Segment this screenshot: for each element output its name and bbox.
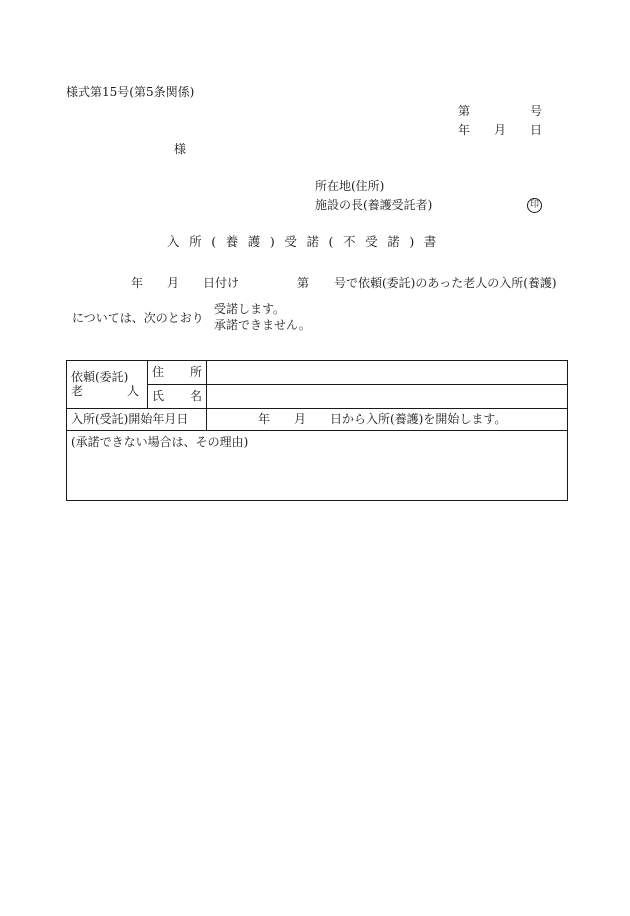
person-label-char-1: 老 <box>71 383 84 398</box>
option-accept: 受諾します。 <box>214 302 286 316</box>
address-label-cell <box>148 361 207 385</box>
reason-label: (承諾できない場合は、その理由) <box>71 435 249 449</box>
doc-number-prefix: 第 <box>458 104 471 118</box>
date-month: 月 <box>494 123 507 137</box>
body-date-year: 年 <box>131 276 144 290</box>
reason-cell[interactable] <box>67 431 568 501</box>
start-date-value-cell[interactable] <box>207 409 568 431</box>
sender-head-label: 施設の長(養護受託者) <box>315 198 433 212</box>
name-label-char-1: 氏 <box>152 388 165 403</box>
document-title: 入所(養護)受諾(不受諾)書 <box>167 234 446 249</box>
addressee-honorific: 様 <box>174 142 187 156</box>
body-date-month: 月 <box>167 276 180 290</box>
person-label-char-2: 人 <box>126 383 139 398</box>
date-day: 日 <box>530 123 543 137</box>
body-lead-text: については、次のとおり <box>72 311 204 325</box>
start-year: 年 <box>258 412 271 426</box>
person-label-cell <box>67 361 148 409</box>
name-label-cell <box>148 385 207 409</box>
details-table <box>66 360 568 501</box>
name-label-char-2: 名 <box>189 388 202 403</box>
address-label-char-2: 所 <box>189 364 202 379</box>
body-ref-prefix: 第 <box>297 276 310 290</box>
address-value-cell[interactable] <box>207 361 568 385</box>
date-year: 年 <box>458 123 471 137</box>
seal-mark: 印 <box>527 198 542 213</box>
form-label: 様式第15号(第5条関係) <box>66 85 195 99</box>
body-date-dated: 日付け <box>203 276 240 290</box>
person-label-line1: 依頼(委託) <box>71 370 129 385</box>
name-value-cell[interactable] <box>207 385 568 409</box>
address-label-char-1: 住 <box>152 364 165 379</box>
start-text: 日から入所(養護)を開始します。 <box>330 412 507 426</box>
option-refuse: 承諾できません。 <box>214 318 311 332</box>
start-date-label: 入所(受託)開始年月日 <box>67 409 207 431</box>
doc-number-suffix: 号 <box>530 104 543 118</box>
start-month: 月 <box>294 412 307 426</box>
body-request-text: 号で依頼(委託)のあった老人の入所(養護) <box>334 276 557 290</box>
sender-location-label: 所在地(住所) <box>315 179 385 193</box>
